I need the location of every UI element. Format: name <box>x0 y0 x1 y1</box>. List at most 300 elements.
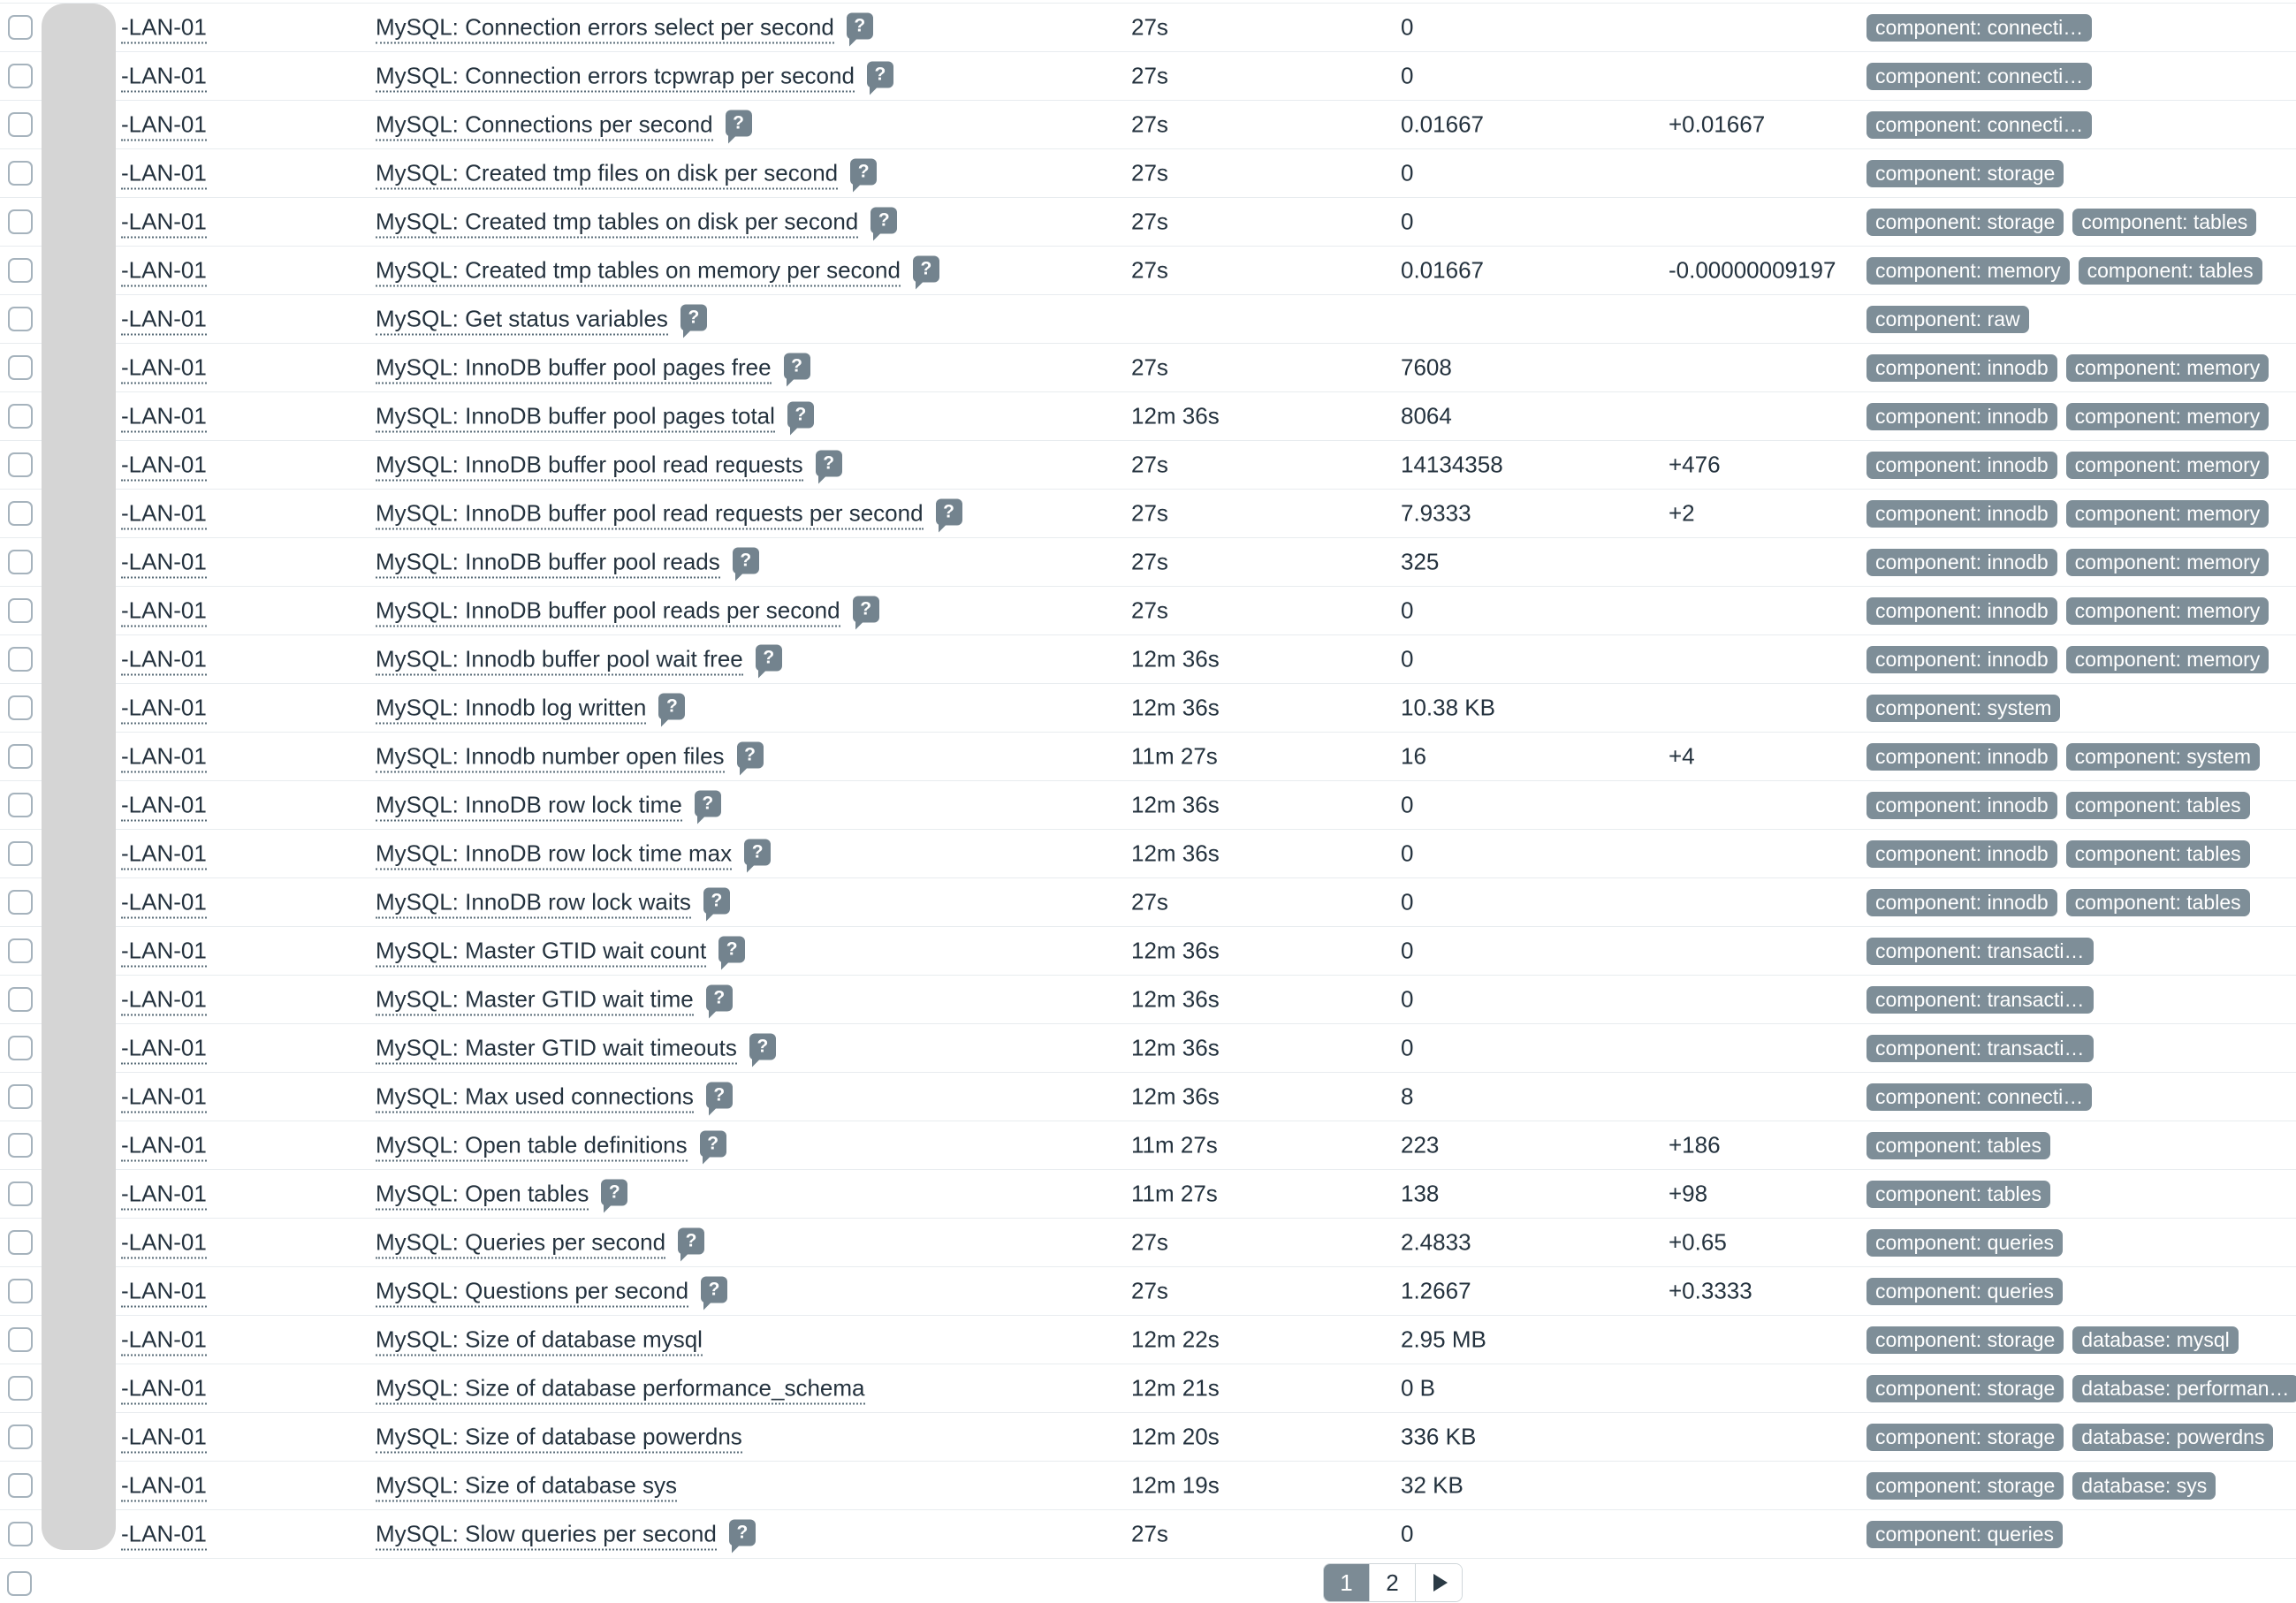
row-checkbox[interactable] <box>8 1279 33 1303</box>
tag-badge[interactable]: component: storage <box>1866 209 2064 236</box>
tags-cell <box>1866 110 2101 139</box>
tag-badge[interactable]: component: tables <box>2066 889 2250 916</box>
next-arrow-icon <box>1433 1574 1448 1592</box>
last-value-cell: 0 <box>1401 1034 1414 1061</box>
tags-cell <box>1866 402 2277 430</box>
help-icon[interactable]: ? <box>701 1277 727 1303</box>
item-link[interactable]: MySQL: InnoDB row lock time <box>376 792 682 822</box>
tag-badge[interactable]: component: innodb <box>1866 597 2057 625</box>
last-value-cell: 0.01667 <box>1401 256 1484 284</box>
item-name-cell <box>376 111 752 139</box>
tag-badge[interactable]: component: tables <box>2066 792 2250 819</box>
tags-cell <box>1866 499 2277 528</box>
help-icon[interactable]: ? <box>678 1228 704 1255</box>
host-cell <box>121 1181 207 1208</box>
host-link[interactable]: -LAN-01 <box>121 889 207 919</box>
tag-badge[interactable]: component: innodb <box>1866 889 2057 916</box>
last-value-cell: 336 KB <box>1401 1423 1477 1450</box>
tag-badge[interactable]: component: innodb <box>1866 840 2057 868</box>
host-cell <box>121 1035 207 1062</box>
change-cell: -0.00000009197 <box>1669 256 1836 284</box>
row-checkbox[interactable] <box>8 258 33 283</box>
item-link[interactable]: MySQL: Questions per second <box>376 1278 688 1308</box>
tag-badge[interactable]: component: queries <box>1866 1229 2063 1257</box>
tags-cell <box>1866 159 2072 187</box>
host-cell <box>121 111 207 139</box>
help-icon[interactable]: ? <box>737 742 764 769</box>
item-name-cell <box>376 597 879 625</box>
host-cell <box>121 549 207 576</box>
help-icon[interactable]: ? <box>784 353 810 380</box>
host-link[interactable]: -LAN-01 <box>121 1278 207 1308</box>
item-name-cell <box>376 743 764 771</box>
item-link[interactable]: MySQL: InnoDB buffer pool pages free <box>376 354 772 384</box>
tags-cell <box>1866 13 2101 42</box>
help-icon[interactable]: ? <box>601 1180 627 1206</box>
vertical-scrollbar-thumb[interactable] <box>42 4 116 1550</box>
row-checkbox[interactable] <box>8 695 33 720</box>
item-link[interactable]: MySQL: Get status variables <box>376 306 668 336</box>
tags-cell <box>1866 1423 2282 1451</box>
tags-cell <box>1866 1034 2102 1062</box>
host-link[interactable]: -LAN-01 <box>121 695 207 725</box>
item-name-cell <box>376 209 897 236</box>
change-cell: +0.65 <box>1669 1228 1727 1256</box>
row-checkbox[interactable] <box>8 307 33 331</box>
tag-badge[interactable]: component: innodb <box>1866 354 2057 382</box>
help-icon[interactable]: ? <box>680 305 707 331</box>
row-checkbox[interactable] <box>8 355 33 380</box>
item-link[interactable]: MySQL: InnoDB row lock waits <box>376 889 691 919</box>
row-checkbox[interactable] <box>8 1522 33 1546</box>
table-row <box>0 392 2296 441</box>
row-checkbox[interactable] <box>8 64 33 88</box>
tag-badge[interactable]: component: storage <box>1866 1424 2064 1451</box>
page-button-1[interactable]: 1 <box>1324 1564 1370 1601</box>
help-icon[interactable]: ? <box>871 208 897 234</box>
last-value-cell: 0 <box>1401 985 1414 1013</box>
table-row <box>0 1316 2296 1364</box>
item-link[interactable]: MySQL: Open table definitions <box>376 1132 688 1162</box>
tag-badge[interactable]: component: memory <box>2066 403 2269 430</box>
interval-cell: 27s <box>1131 499 1168 527</box>
tags-cell <box>1866 353 2277 382</box>
help-icon[interactable]: ? <box>936 499 962 526</box>
help-icon[interactable]: ? <box>729 1520 756 1546</box>
host-link[interactable]: -LAN-01 <box>121 1035 207 1065</box>
help-icon[interactable]: ? <box>850 159 877 186</box>
tag-badge[interactable]: component: memory <box>2066 597 2269 625</box>
table-row <box>0 1462 2296 1510</box>
interval-cell: 12m 36s <box>1131 645 1220 672</box>
help-icon[interactable]: ? <box>706 985 733 1012</box>
tag-badge[interactable]: database: performan… <box>2072 1375 2296 1402</box>
item-link[interactable]: MySQL: InnoDB buffer pool pages total <box>376 403 775 433</box>
row-checkbox[interactable] <box>8 209 33 234</box>
row-checkbox[interactable] <box>8 112 33 137</box>
item-name-cell <box>376 160 877 187</box>
row-checkbox[interactable] <box>8 550 33 574</box>
item-name-cell <box>376 1424 742 1451</box>
item-link[interactable]: MySQL: InnoDB buffer pool reads per second <box>376 597 840 627</box>
row-checkbox[interactable] <box>8 1133 33 1158</box>
item-name-cell <box>376 646 782 673</box>
tag-badge[interactable]: component: innodb <box>1866 743 2057 771</box>
interval-cell: 12m 36s <box>1131 402 1220 429</box>
item-link[interactable]: MySQL: Size of database mysql <box>376 1326 703 1356</box>
host-link[interactable]: -LAN-01 <box>121 209 207 239</box>
tag-badge[interactable]: database: sys <box>2072 1472 2216 1500</box>
tag-badge[interactable]: component: memory <box>2066 500 2269 528</box>
host-cell <box>121 1521 207 1548</box>
tags-cell <box>1866 596 2277 625</box>
next-page-button[interactable] <box>1416 1564 1462 1601</box>
tag-badge[interactable]: database: mysql <box>2072 1326 2238 1354</box>
help-icon[interactable]: ? <box>756 645 782 672</box>
table-row <box>0 490 2296 538</box>
item-name-cell <box>376 452 842 479</box>
host-link[interactable]: -LAN-01 <box>121 743 207 773</box>
table-row <box>0 1267 2296 1316</box>
row-checkbox[interactable] <box>8 938 33 963</box>
help-icon[interactable]: ? <box>847 13 873 40</box>
item-link[interactable]: MySQL: Connection errors tcpwrap per second <box>376 63 855 93</box>
help-icon[interactable]: ? <box>913 256 939 283</box>
item-link[interactable]: MySQL: InnoDB buffer pool reads <box>376 549 720 579</box>
host-link[interactable]: -LAN-01 <box>121 1375 207 1405</box>
last-value-cell: 8 <box>1401 1083 1414 1110</box>
host-cell <box>121 452 207 479</box>
host-cell <box>121 14 207 42</box>
tag-badge[interactable]: component: memory <box>2066 646 2269 673</box>
tags-cell <box>1866 1083 2101 1111</box>
tag-badge[interactable]: component: storage <box>1866 160 2064 187</box>
item-name-cell <box>376 549 759 576</box>
tags-cell <box>1866 1520 2072 1548</box>
item-link[interactable]: MySQL: Innodb number open files <box>376 743 725 773</box>
host-link[interactable]: -LAN-01 <box>121 1472 207 1502</box>
host-cell <box>121 1375 207 1402</box>
row-checkbox[interactable] <box>8 1424 33 1449</box>
tag-badge[interactable]: component: connecti… <box>1866 63 2092 90</box>
tag-badge[interactable]: component: queries <box>1866 1278 2063 1305</box>
row-checkbox[interactable] <box>8 890 33 915</box>
interval-cell: 27s <box>1131 256 1168 284</box>
help-icon[interactable]: ? <box>853 596 879 623</box>
row-checkbox[interactable] <box>8 501 33 526</box>
item-link[interactable]: MySQL: Max used connections <box>376 1083 694 1113</box>
host-link[interactable]: -LAN-01 <box>121 306 207 336</box>
help-icon[interactable]: ? <box>726 110 752 137</box>
row-checkbox[interactable] <box>8 1327 33 1352</box>
host-link[interactable]: -LAN-01 <box>121 986 207 1016</box>
tag-badge[interactable]: database: powerdns <box>2072 1424 2273 1451</box>
item-link[interactable]: MySQL: Master GTID wait count <box>376 938 706 968</box>
tag-badge[interactable]: component: transacti… <box>1866 938 2094 965</box>
help-icon[interactable]: ? <box>733 548 759 574</box>
row-checkbox[interactable] <box>8 404 33 429</box>
last-value-cell: 1.2667 <box>1401 1277 1471 1304</box>
host-link[interactable]: -LAN-01 <box>121 792 207 822</box>
latest-data-table <box>0 3 2296 1559</box>
tag-badge[interactable]: component: connecti… <box>1866 111 2092 139</box>
host-link[interactable]: -LAN-01 <box>121 1229 207 1259</box>
tag-badge[interactable]: component: innodb <box>1866 646 2057 673</box>
tag-badge[interactable]: component: tables <box>2066 840 2250 868</box>
tag-badge[interactable]: component: connecti… <box>1866 1083 2092 1111</box>
help-icon[interactable]: ? <box>658 694 685 720</box>
tag-badge[interactable]: component: tables <box>2072 209 2256 236</box>
item-name-cell <box>376 1326 703 1354</box>
table-row <box>0 878 2296 927</box>
table-row <box>0 1413 2296 1462</box>
tags-cell <box>1866 888 2259 916</box>
interval-cell: 27s <box>1131 159 1168 186</box>
interval-cell: 27s <box>1131 1277 1168 1304</box>
host-cell <box>121 63 207 90</box>
tag-badge[interactable]: component: innodb <box>1866 500 2057 528</box>
item-name-cell <box>376 1181 627 1208</box>
host-link[interactable]: -LAN-01 <box>121 1083 207 1113</box>
row-checkbox[interactable] <box>8 1473 33 1498</box>
host-link[interactable]: -LAN-01 <box>121 840 207 870</box>
interval-cell: 27s <box>1131 596 1168 624</box>
table-row <box>0 635 2296 684</box>
item-name-cell <box>376 1375 865 1402</box>
tag-badge[interactable]: component: system <box>2066 743 2260 771</box>
tag-badge[interactable]: component: transacti… <box>1866 986 2094 1014</box>
item-link[interactable]: MySQL: Size of database powerdns <box>376 1424 742 1454</box>
page-button-2[interactable]: 2 <box>1370 1564 1416 1601</box>
row-checkbox[interactable] <box>8 161 33 186</box>
host-link[interactable]: -LAN-01 <box>121 14 207 44</box>
item-name-cell <box>376 63 893 90</box>
host-link[interactable]: -LAN-01 <box>121 938 207 968</box>
host-cell <box>121 1472 207 1500</box>
table-row <box>0 1364 2296 1413</box>
item-link[interactable]: MySQL: InnoDB buffer pool read requests <box>376 452 803 482</box>
item-link[interactable]: MySQL: Slow queries per second <box>376 1521 717 1551</box>
interval-cell: 12m 20s <box>1131 1423 1220 1450</box>
tags-cell <box>1866 645 2277 673</box>
tag-badge[interactable]: component: queries <box>1866 1521 2063 1548</box>
tag-badge[interactable]: component: innodb <box>1866 403 2057 430</box>
tag-badge[interactable]: component: storage <box>1866 1472 2064 1500</box>
row-checkbox[interactable] <box>8 744 33 769</box>
item-link[interactable]: MySQL: Created tmp tables on disk per second <box>376 209 858 239</box>
host-cell <box>121 354 207 382</box>
last-value-cell: 2.95 MB <box>1401 1326 1486 1353</box>
host-link[interactable]: -LAN-01 <box>121 597 207 627</box>
tag-badge[interactable]: component: innodb <box>1866 452 2057 479</box>
host-link[interactable]: -LAN-01 <box>121 452 207 482</box>
last-value-cell: 0 <box>1401 1520 1414 1547</box>
change-cell: +476 <box>1669 451 1721 478</box>
host-cell <box>121 792 207 819</box>
item-link[interactable]: MySQL: Queries per second <box>376 1229 665 1259</box>
tags-cell <box>1866 791 2259 819</box>
interval-cell: 27s <box>1131 548 1168 575</box>
item-name-cell <box>376 403 814 430</box>
tags-cell <box>1866 742 2269 771</box>
item-link[interactable]: MySQL: Created tmp files on disk per second <box>376 160 838 190</box>
item-link[interactable]: MySQL: Size of database performance_schema <box>376 1375 865 1405</box>
item-link[interactable]: MySQL: Master GTID wait time <box>376 986 694 1016</box>
host-link[interactable]: -LAN-01 <box>121 500 207 530</box>
host-link[interactable]: -LAN-01 <box>121 403 207 433</box>
table-row <box>0 538 2296 587</box>
interval-cell: 12m 36s <box>1131 1083 1220 1110</box>
host-link[interactable]: -LAN-01 <box>121 646 207 676</box>
item-link[interactable]: MySQL: Size of database sys <box>376 1472 677 1502</box>
help-icon[interactable]: ? <box>749 1034 776 1060</box>
row-checkbox[interactable] <box>8 15 33 40</box>
row-checkbox[interactable] <box>8 598 33 623</box>
host-link[interactable]: -LAN-01 <box>121 1181 207 1211</box>
row-checkbox[interactable] <box>8 452 33 477</box>
interval-cell: 27s <box>1131 62 1168 89</box>
item-link[interactable]: MySQL: Created tmp tables on memory per second <box>376 257 901 287</box>
last-value-cell: 7.9333 <box>1401 499 1471 527</box>
table-row <box>0 830 2296 878</box>
host-link[interactable]: -LAN-01 <box>121 63 207 93</box>
tag-badge[interactable]: component: memory <box>2066 354 2269 382</box>
last-value-cell: 0 <box>1401 159 1414 186</box>
interval-cell: 12m 36s <box>1131 1034 1220 1061</box>
item-link[interactable]: MySQL: Connections per second <box>376 111 713 141</box>
help-icon[interactable]: ? <box>744 839 771 866</box>
help-icon[interactable]: ? <box>695 791 721 817</box>
tags-cell <box>1866 1180 2059 1208</box>
tag-badge[interactable]: component: raw <box>1866 306 2029 333</box>
host-link[interactable]: -LAN-01 <box>121 257 207 287</box>
row-checkbox[interactable] <box>8 1084 33 1109</box>
row-checkbox[interactable] <box>8 1230 33 1255</box>
last-value-cell: 0 <box>1401 645 1414 672</box>
host-cell <box>121 597 207 625</box>
table-row <box>0 1024 2296 1073</box>
tag-badge[interactable]: component: tables <box>1866 1181 2050 1208</box>
help-icon[interactable]: ? <box>787 402 814 429</box>
tags-cell <box>1866 305 2038 333</box>
interval-cell: 12m 36s <box>1131 937 1220 964</box>
table-row <box>0 1219 2296 1267</box>
table-row <box>0 52 2296 101</box>
last-value-cell: 138 <box>1401 1180 1440 1207</box>
host-link[interactable]: -LAN-01 <box>121 160 207 190</box>
row-checkbox[interactable] <box>8 647 33 672</box>
last-value-cell: 10.38 KB <box>1401 694 1495 721</box>
tags-cell <box>1866 1374 2296 1402</box>
item-link[interactable]: MySQL: InnoDB row lock time max <box>376 840 732 870</box>
tag-badge[interactable]: component: innodb <box>1866 792 2057 819</box>
interval-cell: 27s <box>1131 208 1168 235</box>
tag-badge[interactable]: component: storage <box>1866 1326 2064 1354</box>
tag-badge[interactable]: component: memory <box>1866 257 2070 285</box>
interval-cell: 11m 27s <box>1131 1131 1218 1159</box>
tags-cell <box>1866 208 2265 236</box>
host-cell <box>121 500 207 528</box>
table-row <box>0 781 2296 830</box>
item-name-cell <box>376 354 810 382</box>
host-link[interactable]: -LAN-01 <box>121 111 207 141</box>
tag-badge[interactable]: component: system <box>1866 695 2060 722</box>
last-value-cell: 0 <box>1401 596 1414 624</box>
table-row <box>0 344 2296 392</box>
last-value-cell: 16 <box>1401 742 1426 770</box>
last-value-cell: 0 <box>1401 62 1414 89</box>
item-link[interactable]: MySQL: Innodb log written <box>376 695 646 725</box>
host-cell <box>121 209 207 236</box>
help-icon[interactable]: ? <box>867 62 893 88</box>
table-row <box>0 976 2296 1024</box>
tags-cell <box>1866 1228 2072 1257</box>
table-row <box>0 684 2296 733</box>
interval-cell: 12m 36s <box>1131 985 1220 1013</box>
host-link[interactable]: -LAN-01 <box>121 1132 207 1162</box>
last-value-cell: 0.01667 <box>1401 110 1484 138</box>
tag-badge[interactable]: component: transacti… <box>1866 1035 2094 1062</box>
tag-badge[interactable]: component: memory <box>2066 549 2269 576</box>
tag-badge[interactable]: component: storage <box>1866 1375 2064 1402</box>
help-icon[interactable]: ? <box>718 937 745 963</box>
host-link[interactable]: -LAN-01 <box>121 1424 207 1454</box>
item-link[interactable]: MySQL: Master GTID wait timeouts <box>376 1035 737 1065</box>
tag-badge[interactable]: component: tables <box>2079 257 2262 285</box>
item-link[interactable]: MySQL: InnoDB buffer pool read requests per second <box>376 500 924 530</box>
item-link[interactable]: MySQL: Connection errors select per second <box>376 14 834 44</box>
table-row <box>0 1121 2296 1170</box>
host-link[interactable]: -LAN-01 <box>121 1521 207 1551</box>
row-checkbox[interactable] <box>8 841 33 866</box>
item-name-cell <box>376 889 730 916</box>
help-icon[interactable]: ? <box>703 888 730 915</box>
last-value-cell: 2.4833 <box>1401 1228 1471 1256</box>
interval-cell: 11m 27s <box>1131 1180 1218 1207</box>
item-name-cell <box>376 792 721 819</box>
table-row <box>0 247 2296 295</box>
tag-badge[interactable]: component: tables <box>1866 1132 2050 1159</box>
bottom-row-checkbox[interactable] <box>7 1571 32 1596</box>
row-checkbox[interactable] <box>8 793 33 817</box>
tags-cell <box>1866 1277 2072 1305</box>
last-value-cell: 8064 <box>1401 402 1452 429</box>
table-row <box>0 927 2296 976</box>
item-link[interactable]: MySQL: Open tables <box>376 1181 589 1211</box>
tag-badge[interactable]: component: connecti… <box>1866 14 2092 42</box>
item-link[interactable]: MySQL: Innodb buffer pool wait free <box>376 646 743 676</box>
tag-badge[interactable]: component: innodb <box>1866 549 2057 576</box>
item-name-cell <box>376 257 939 285</box>
last-value-cell: 0 <box>1401 839 1414 867</box>
host-link[interactable]: -LAN-01 <box>121 354 207 384</box>
row-checkbox[interactable] <box>8 1181 33 1206</box>
host-cell <box>121 257 207 285</box>
help-icon[interactable]: ? <box>706 1083 733 1109</box>
table-row <box>0 1073 2296 1121</box>
help-icon[interactable]: ? <box>816 451 842 477</box>
row-checkbox[interactable] <box>8 1036 33 1060</box>
row-checkbox[interactable] <box>8 1376 33 1401</box>
row-checkbox[interactable] <box>8 987 33 1012</box>
help-icon[interactable]: ? <box>700 1131 726 1158</box>
host-link[interactable]: -LAN-01 <box>121 549 207 579</box>
host-link[interactable]: -LAN-01 <box>121 1326 207 1356</box>
tags-cell <box>1866 985 2102 1014</box>
interval-cell: 27s <box>1131 451 1168 478</box>
tag-badge[interactable]: component: memory <box>2066 452 2269 479</box>
item-name-cell <box>376 500 962 528</box>
